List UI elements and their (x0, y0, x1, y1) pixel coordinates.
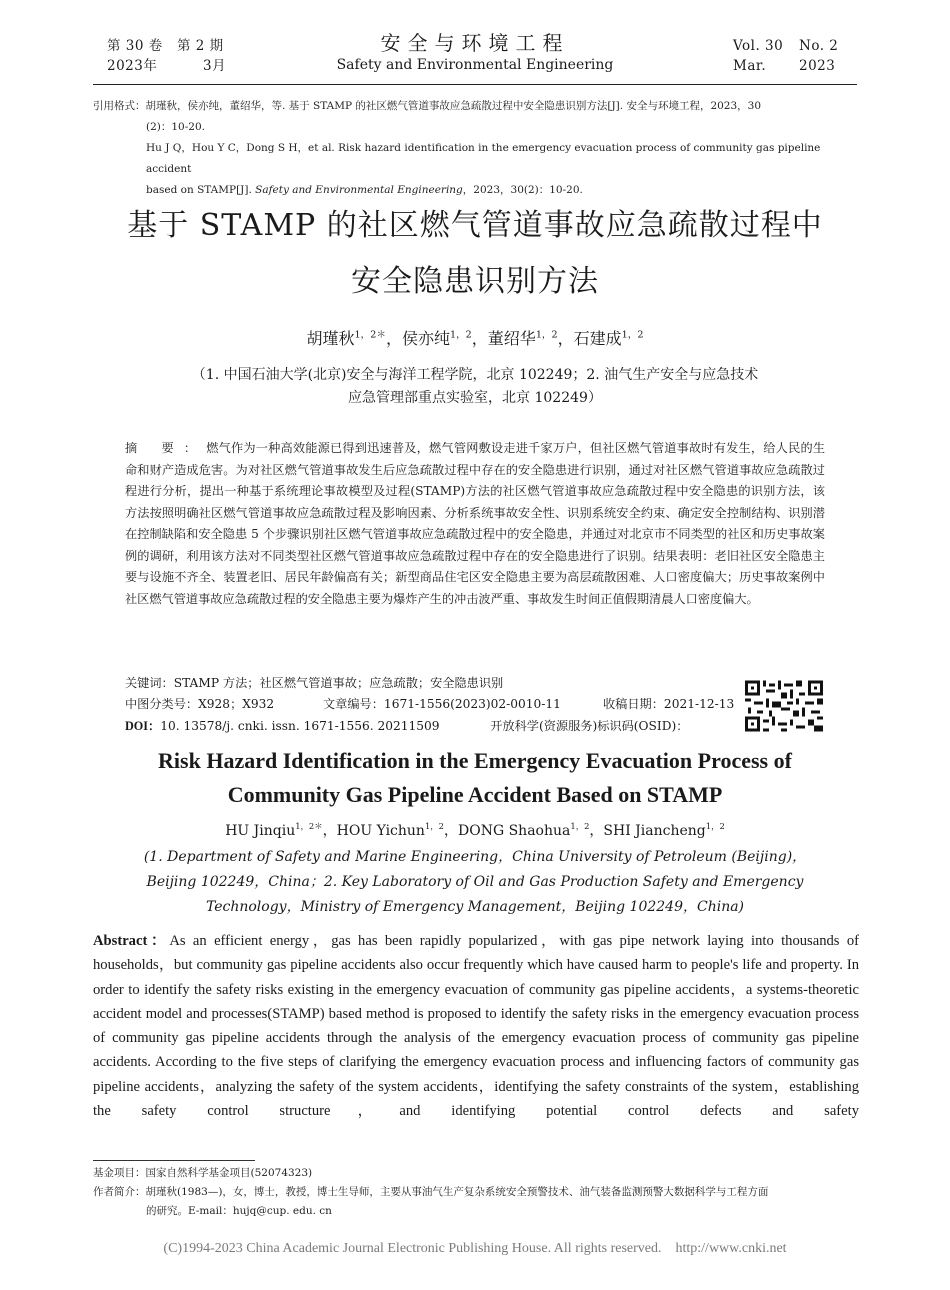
classification-line (125, 694, 745, 714)
received-date: 收稿日期：2021-12-13 (603, 697, 735, 711)
citation-en-part: ，2023，30(2)：10-20. (462, 184, 583, 196)
year-cn: 2023年 (107, 58, 158, 74)
doi-label: DOI： (125, 719, 161, 733)
title-en-line1: Risk Hazard Identification in the Emergency Evacuation Process of (158, 748, 792, 773)
affiliation-en-line2: Beijing 102249，China；2. Key Laboratory of Oil and Gas Production Safety and Emergency (146, 874, 804, 890)
citation-cn-line2: (2)：10-20. (146, 121, 205, 133)
abstract-cn (125, 438, 825, 610)
footnote-divider (93, 1160, 255, 1161)
author-en: HU Jinqiu (225, 823, 296, 839)
affiliation-en-line3: Technology，Ministry of Emergency Management，Beijing 102249，China) (205, 899, 745, 915)
author-cn: 石建成 (573, 329, 622, 348)
abstract-en (93, 929, 859, 1123)
issue-cn: 第 2 期 (177, 38, 224, 54)
doi-value: 10. 13578/j. cnki. issn. 1671-1556. 20211509 (160, 719, 440, 733)
author-bio-line2: 的研究。E-mail：hujq@cup. edu. cn (146, 1205, 332, 1217)
author-sup: 1，2 (424, 821, 444, 832)
affiliation-cn-line1: （1. 中国石油大学(北京)安全与海洋工程学院，北京 102249；2. 油气生产安全与应急技术 (191, 367, 759, 383)
journal-name-en: Safety and Environmental Engineering (336, 57, 614, 73)
author-en: DONG Shaohua (458, 823, 571, 839)
author-sup: 1，2 (705, 821, 725, 832)
volume-cn: 第 30 卷 (107, 38, 163, 54)
month-en: Mar. (733, 58, 767, 74)
abstract-en-text: As an efficient energy，gas has been rapidly popularized，with gas pipe network laying into thousands of households，but community gas pipeline accidents also occur frequently which have caused harm to people's life and property. In order to identify the safety risks existing in the emergency evacuation of community gas pipeline accidents，a systems-theoretic accident model and processes(STAMP) based method is proposed to identify the safety risks in the emergency evacuation process of community gas pipeline accidents through the analysis of the emergency evacuation process of community gas pipeline accidents. According to the five steps of clarifying the emergency evacuation process and influencing factors of community gas pipeline accidents，analyzing the safety of the system accidents，identifying the safety constraints of the system，establishing the safety control structure，and identifying potential control defects and safety (93, 933, 859, 1120)
citation-en-line1: Hu J Q，Hou Y C，Dong S H，et al. Risk hazard identification in the emergency evacuation process of community gas pipeline accident (146, 142, 821, 175)
page-title-cn (0, 198, 950, 310)
title-cn-line2: 安全隐患识别方法 (351, 264, 599, 299)
cnki-footer: (C)1994-2023 China Academic Journal Electronic Publishing House. All rights reserved. http://www.cnki.net (163, 1241, 787, 1256)
keywords-cn: 关键词：STAMP 方法；社区燃气管道事故；应急疏散；安全隐患识别 (125, 676, 504, 690)
abstract-cn-label: 摘 要： (125, 441, 207, 455)
article-code: 文章编号：1671-1556(2023)02-0010-11 (323, 697, 561, 711)
author-cn: 侯亦纯 (401, 329, 450, 348)
issue-en: No. 2 (799, 38, 839, 54)
title-cn-line1: 基于 STAMP 的社区燃气管道事故应急疏散过程中 (127, 208, 823, 243)
volume-en: Vol. 30 (733, 38, 784, 54)
affiliation-en (0, 845, 950, 920)
author-cn: 董绍华 (487, 329, 536, 348)
citation-block (93, 96, 859, 201)
citation-cn-line1: 引用格式：胡瑾秋，侯亦纯，董绍华，等. 基于 STAMP 的社区燃气管道事故应急疏散过程中安全隐患识别方法[J]. 安全与环境工程，2023，30 (93, 100, 762, 112)
author-bio-line1: 作者简介：胡瑾秋(1983—)，女，博士，教授，博士生导师，主要从事油气生产复杂系统安全预警技术、油气装备监测预警大数据科学与工程方面 (93, 1186, 769, 1198)
affiliation-cn (0, 364, 950, 410)
author-sup: 1，2 (535, 329, 558, 341)
footnotes (93, 1164, 859, 1221)
osid-label: 开放科学(资源服务)标识码(OSID)： (490, 719, 689, 733)
clc-number: 中图分类号：X928；X932 (125, 697, 275, 711)
author-cn: 胡瑾秋 (306, 329, 355, 348)
year-en: 2023 (799, 58, 836, 74)
author-sup: 1，2＊ (354, 329, 386, 341)
header-divider (93, 84, 857, 85)
author-sup: 1，2 (570, 821, 590, 832)
qr-code (745, 680, 823, 732)
affiliation-en-line1: (1. Department of Safety and Marine Engineering，China University of Petroleum (Beijing)， (143, 849, 807, 865)
authors-en: HU Jinqiu$^{1,2*}$，HOU Yichun$^{1,2}$，DONG Shaohua$^{1,2}$，SHI Jiancheng$^{1,2}$ (225, 821, 725, 839)
authors-cn: 胡瑾秋$^{1,2*}$，侯亦纯$^{1,2}$，董绍华$^{1,2}$，石建成$^{1,2}$ (306, 329, 644, 348)
author-sup: 1，2＊ (295, 821, 323, 832)
abstract-en-label: Abstract： (93, 933, 170, 949)
page-title-en (0, 744, 950, 812)
title-en-line2: Community Gas Pipeline Accident Based on STAMP (227, 782, 723, 807)
author-en: HOU Yichun (336, 823, 425, 839)
author-en: SHI Jiancheng (603, 823, 706, 839)
month-cn: 3月 (203, 58, 227, 74)
citation-en-part: based on STAMP[J]. (146, 184, 256, 196)
fund-note: 基金项目：国家自然科学基金项目(52074323) (93, 1167, 313, 1179)
doi-line (125, 716, 745, 736)
author-sup: 1，2 (621, 329, 644, 341)
affiliation-cn-line2: 应急管理部重点实验室，北京 102249） (348, 390, 602, 406)
journal-name-cn: 安全与环境工程 (380, 31, 570, 55)
header-right (733, 36, 843, 76)
abstract-cn-text: 燃气作为一种高效能源已得到迅速普及，燃气管网敷设走进千家万户，但社区燃气管道事故时有发生，给人民的生命和财产造成危害。为对社区燃气管道事故发生后应急疏散过程中存在的安全隐患进行识别，通过对社区燃气管道事故应急疏散过程进行分析，提出一种基于系统理论事故模型及过程(STAMP)方法的社区燃气管道事故应急疏散过程中安全隐患的识别方法，该方法按照明确社区燃气管道事故应急疏散过程及影响因素、分析系统事故安全性、识别系统安全约束、确定安全控制结构、识别潜在控制缺陷和安全隐患 5 个步骤识别社区燃气管道事故应急疏散过程中的安全隐患，并通过对北京市不同类型的社区和历史事故案例的调研，利用该方法对不同类型社区燃气管道事故应急疏散过程中存在的安全隐患进行了识别。结果表明：老旧社区安全隐患主要与设施不齐全、装置老旧、居民年龄偏高有关；新型商品住宅区安全隐患主要为高层疏散困难、人口密度偏大；历史事故案例中社区燃气管道事故应急疏散过程的安全隐患主要为爆炸产生的冲击波严重、事故发生时间正值假期清晨人口密度偏大。 (125, 441, 826, 606)
author-sup: 1，2 (449, 329, 472, 341)
citation-journal: Safety and Environmental Engineering (255, 184, 463, 196)
